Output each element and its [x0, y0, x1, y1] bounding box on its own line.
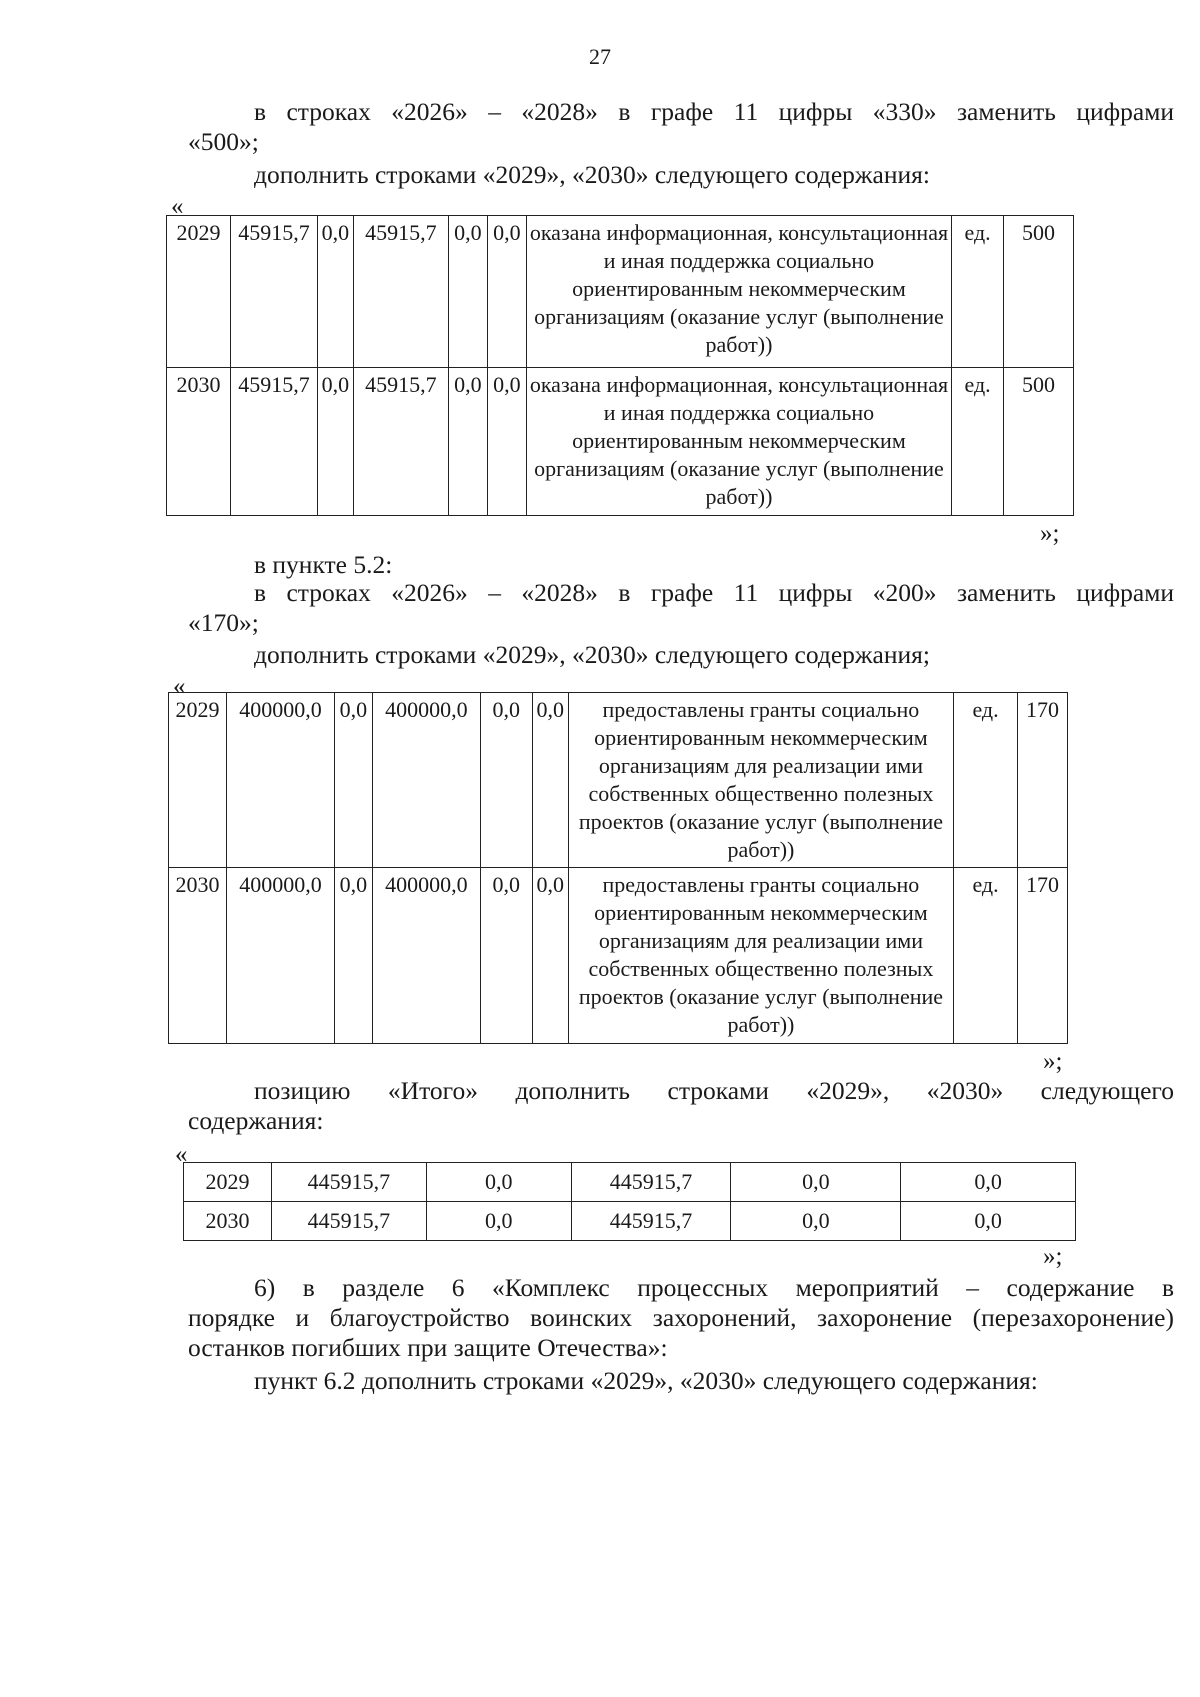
- open-quote: «: [171, 193, 184, 220]
- cell-local: 0,0: [731, 1202, 901, 1241]
- paragraph-continuation: «170»;: [188, 608, 259, 637]
- table-row: [167, 216, 1074, 368]
- paragraph-totals: [188, 1076, 1174, 1136]
- open-quote: «: [173, 673, 186, 700]
- cell-description: оказана информационная, консультационная и иная поддержка социально ориентированным некоммерческим организациям (оказание услуг (выполнение работ)): [526, 216, 951, 368]
- cell-other: 0,0: [532, 868, 568, 1044]
- table-support-services: [166, 215, 1074, 516]
- cell-unit: ед.: [954, 693, 1018, 868]
- cell-federal: 0,0: [426, 1163, 571, 1202]
- open-quote: «: [175, 1141, 188, 1168]
- paragraph-line: в строках «2026» – «2028» в графе 11 цифры «200» заменить цифрами: [254, 578, 1174, 607]
- cell-other: 0,0: [487, 368, 526, 516]
- table-row: [184, 1163, 1076, 1202]
- cell-total: 45915,7: [230, 368, 317, 516]
- cell-year: 2029: [169, 693, 227, 868]
- cell-regional: 400000,0: [372, 693, 480, 868]
- cell-unit: ед.: [952, 368, 1004, 516]
- cell-regional: 45915,7: [353, 368, 448, 516]
- paragraph-line: позицию «Итого» дополнить строками «2029», «2030» следующего: [254, 1076, 1174, 1105]
- cell-year: 2030: [167, 368, 231, 516]
- cell-value: 170: [1017, 693, 1067, 868]
- cell-unit: ед.: [952, 216, 1004, 368]
- paragraph-section-6-2: пункт 6.2 дополнить строками «2029», «2030» следующего содержания:: [254, 1366, 1038, 1395]
- cell-regional: 445915,7: [571, 1163, 731, 1202]
- cell-regional: 45915,7: [353, 216, 448, 368]
- table-grants: [168, 692, 1068, 1044]
- paragraph-continuation: порядке и благоустройство воинских захоронений, захоронение (перезахоронение) останков погибших при защите Отечества»:: [188, 1303, 1174, 1362]
- cell-federal: 0,0: [317, 368, 353, 516]
- table-row: [167, 368, 1074, 516]
- cell-other: 0,0: [487, 216, 526, 368]
- close-quote: »;: [1040, 520, 1060, 547]
- cell-description: предоставлены гранты социально ориентированным некоммерческим организациям для реализации ими собственных общественно полезных проектов (оказание услуг (выполнение работ)): [568, 693, 953, 868]
- paragraph-line: в строках «2026» – «2028» в графе 11 цифры «330» заменить цифрами: [254, 97, 1174, 126]
- table-totals: [183, 1162, 1076, 1241]
- cell-local: 0,0: [448, 368, 487, 516]
- paragraph-replace-330: [188, 97, 1174, 157]
- cell-value: 500: [1004, 216, 1074, 368]
- cell-year: 2029: [184, 1163, 272, 1202]
- table-row: [169, 868, 1068, 1044]
- cell-value: 170: [1017, 868, 1067, 1044]
- cell-regional: 445915,7: [571, 1202, 731, 1241]
- close-quote: »;: [1043, 1048, 1063, 1075]
- paragraph-line: 6) в разделе 6 «Комплекс процессных мероприятий – содержание в: [254, 1273, 1174, 1302]
- paragraph-section-6: [188, 1273, 1174, 1363]
- cell-unit: ед.: [954, 868, 1018, 1044]
- cell-federal: 0,0: [334, 868, 372, 1044]
- cell-regional: 400000,0: [372, 868, 480, 1044]
- cell-total: 445915,7: [271, 1163, 426, 1202]
- cell-local: 0,0: [480, 868, 532, 1044]
- cell-total: 45915,7: [230, 216, 317, 368]
- paragraph-continuation: «500»;: [188, 127, 259, 156]
- cell-federal: 0,0: [317, 216, 353, 368]
- table-row: [184, 1202, 1076, 1241]
- paragraph-continuation: содержания:: [188, 1106, 324, 1135]
- cell-total: 445915,7: [271, 1202, 426, 1241]
- page-number: 27: [589, 44, 611, 69]
- cell-local: 0,0: [448, 216, 487, 368]
- cell-local: 0,0: [731, 1163, 901, 1202]
- cell-description: предоставлены гранты социально ориентированным некоммерческим организациям для реализации ими собственных общественно полезных проектов (оказание услуг (выполнение работ)): [568, 868, 953, 1044]
- cell-total: 400000,0: [226, 868, 334, 1044]
- cell-federal: 0,0: [426, 1202, 571, 1241]
- cell-year: 2030: [184, 1202, 272, 1241]
- cell-local: 0,0: [480, 693, 532, 868]
- cell-description: оказана информационная, консультационная и иная поддержка социально ориентированным некоммерческим организациям (оказание услуг (выполнение работ)): [526, 368, 951, 516]
- paragraph-section-5-2: в пункте 5.2:: [254, 550, 393, 579]
- cell-year: 2029: [167, 216, 231, 368]
- close-quote: »;: [1043, 1243, 1063, 1270]
- paragraph-add-rows-2: дополнить строками «2029», «2030» следующего содержания;: [254, 640, 930, 669]
- cell-other: 0,0: [532, 693, 568, 868]
- table-row: [169, 693, 1068, 868]
- paragraph-add-rows-1: дополнить строками «2029», «2030» следующего содержания:: [254, 160, 930, 189]
- cell-value: 500: [1004, 368, 1074, 516]
- paragraph-replace-200: [188, 578, 1174, 638]
- cell-other: 0,0: [901, 1202, 1076, 1241]
- cell-total: 400000,0: [226, 693, 334, 868]
- cell-other: 0,0: [901, 1163, 1076, 1202]
- cell-federal: 0,0: [334, 693, 372, 868]
- cell-year: 2030: [169, 868, 227, 1044]
